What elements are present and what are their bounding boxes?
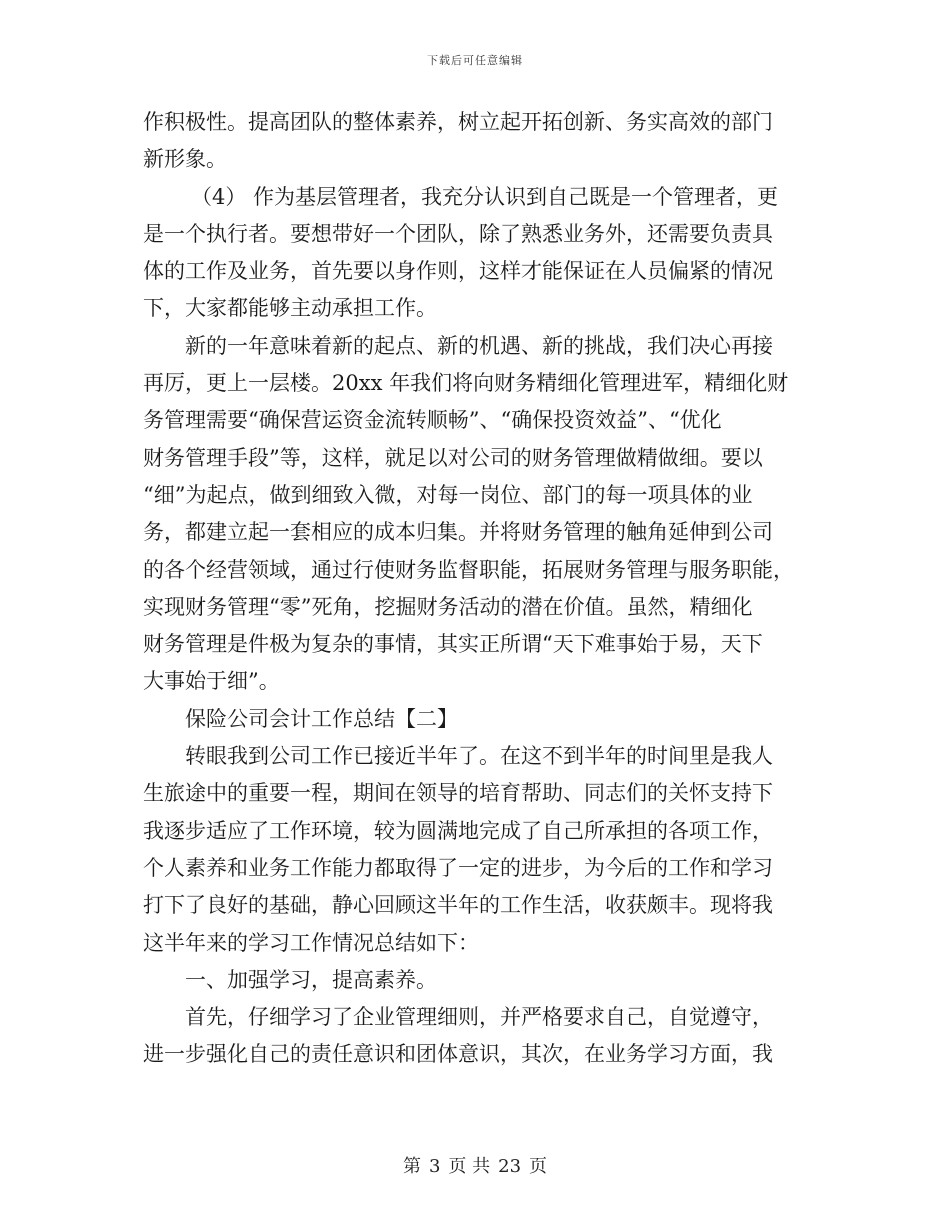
numbered-paragraph-line: （4） 作为基层管理者，我充分认识到自己既是一个管理者，更 (191, 184, 779, 209)
footer-prefix: 第 (402, 1156, 421, 1177)
body-line: 进一步强化自己的责任意识和团体意识，其次，在业务学习方面，我 (143, 1042, 773, 1067)
body-line: “细”为起点，做到细致入微，对每一岗位、部门的每一项具体的业 (143, 482, 753, 507)
body-line: 大事始于细”。 (143, 669, 280, 694)
paragraph-first-line: 转眼我到公司工作已接近半年了。在这不到半年的时间里是我人 (185, 744, 773, 769)
body-line: 体的工作及业务，首先要以身作则，这样才能保证在人员偏紧的情况 (143, 259, 773, 284)
paragraph-first-line: 首先，仔细学习了企业管理细则，并严格要求自己，自觉遵守， (185, 1005, 773, 1030)
body-line: 新形象。 (143, 147, 227, 172)
body-line: 我逐步适应了工作环境，较为圆满地完成了自己所承担的各项工作， (143, 818, 773, 843)
body-line: 这半年来的学习工作情况总结如下： (143, 930, 479, 955)
body-line: 务管理需要“确保营运资金流转顺畅”、“确保投资效益”、“优化 (143, 408, 722, 433)
body-line: 务，都建立起一套相应的成本归集。并将财务管理的触角延伸到公司 (143, 520, 773, 545)
body-line: 生旅途中的重要一程，期间在领导的培育帮助、同志们的关怀支持下 (143, 781, 773, 806)
body-line: 财务管理是件极为复杂的事情，其实正所谓“天下难事始于易，天下 (143, 632, 763, 657)
body-line: 是一个执行者。要想带好一个团队，除了熟悉业务外，还需要负责具 (143, 221, 773, 246)
body-line: 个人素养和业务工作能力都取得了一定的进步，为今后的工作和学习 (143, 855, 773, 880)
body-line: 作积极性。提高团队的整体素养，树立起开拓创新、务实高效的部门 (143, 110, 773, 134)
page-number: 3 (428, 1156, 441, 1177)
body-line: 实现财务管理“零”死角，挖掘财务活动的潜在价值。虽然，精细化 (143, 594, 753, 619)
footer-mid: 页 共 (448, 1156, 491, 1177)
body-line: 财务管理手段”等，这样，就足以对公司的财务管理做精做细。要以 (143, 445, 763, 470)
page-footer (0, 1152, 950, 1178)
paragraph-first-line: 新的一年意味着新的起点、新的机遇、新的挑战，我们决心再接 (185, 333, 773, 358)
body-line: 的各个经营领域，通过行使财务监督职能，拓展财务管理与服务职能， (143, 557, 794, 582)
subsection-heading: 一、加强学习，提高素养。 (185, 967, 437, 992)
body-line: 下，大家都能够主动承担工作。 (143, 296, 437, 321)
section-heading: 保险公司会计工作总结【二】 (185, 706, 458, 731)
footer-suffix: 页 (529, 1156, 548, 1177)
page-header: 下载后可任意编辑 (427, 54, 523, 67)
body-line: 打下了良好的基础，静心回顾这半年的工作生活，收获颇丰。现将我 (143, 893, 773, 918)
total-pages: 23 (498, 1156, 522, 1177)
document-body (143, 104, 805, 1074)
body-line: 再厉，更上一层楼。20xx 年我们将向财务精细化管理进军，精细化财 (143, 371, 789, 396)
